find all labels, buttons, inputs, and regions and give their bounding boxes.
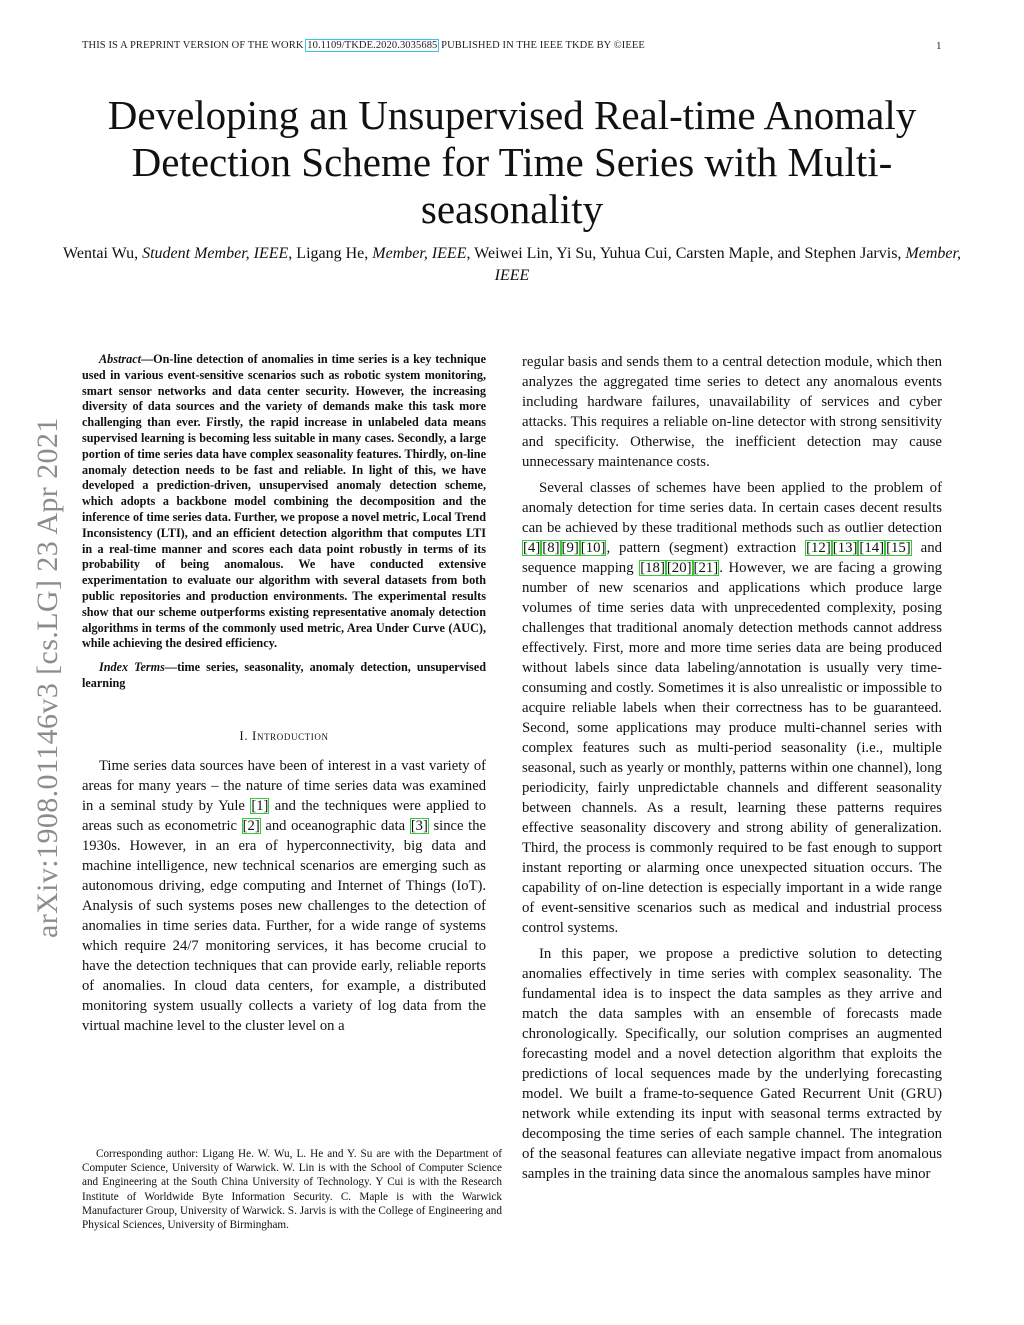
- intro-text-8: . However, we are facing a growing number of new scenarios and applications which produce large volumes of time series data with unprecedented complexity, posing challenges that traditional anomaly detection methods cannot address effectively. First, more and more time series data are being produced without labels since data labeling/annotation is usually very time-consuming and costly. Sometimes it is also unrealistic or impossible to acquire reliable labels when their correctness has to be guaranteed. Second, some applications may produce multi-channel series with complex features such as multi-period seasonality (i.e., multiple seasonal, such as yearly or monthly, patterns within one channel), long periodicity, fairly unpredictable channels and different seasonality between channels. As a result, learning these patterns requires effective seasonality discovery and strong ability of generalization. Third, the process is commonly required to be fast enough to support instant reporting or alarming once unexpected situation occurs. The capability of on-line detection is especially important in a wide range of event-sensitive scenarios such as medical and industrial process control systems.: [522, 560, 943, 936]
- citation-12[interactable]: [12]: [806, 540, 831, 556]
- intro-paragraph-1: [82, 756, 486, 1036]
- section-title: Introduction: [252, 727, 329, 743]
- intro-text-1: Time series data sources have been of interest in a vast variety of areas for many years – the nature of time series data was examined in a seminal study by Yule: [82, 757, 486, 814]
- citation-21[interactable]: [21]: [693, 560, 719, 576]
- left-column: [82, 352, 486, 1036]
- index-terms: [82, 660, 486, 692]
- author-role-1: Student Member, IEEE: [142, 245, 289, 262]
- citation-8[interactable]: [8]: [542, 540, 560, 556]
- section-number: I.: [239, 727, 249, 743]
- abstract-lead: Abstract: [99, 352, 141, 366]
- right-column: [522, 352, 942, 1184]
- intro-paragraph-3: In this paper, we propose a predictive solution to detecting anomalies effectively in time series with complex seasonality. The fundamental idea is to inspect the data samples as they arrive and match the data samples with an ensemble of forecasts made chronologically. Specifically, our solution comprises an augmented forecasting model and a novel detection algorithm that exploits the predictions of local sequences made by the underlying forecasting model. We built a frame-to-sequence Gated Recurrent Unit (GRU) network while extending its input with seasonal terms extracted by decomposing the time series of each sample channel. The integration of the seasonal features can alleviate negative impact from anomalous samples in the training data since the anomalous samples have minor: [522, 946, 942, 1182]
- author-role-3: Member, IEEE: [494, 245, 961, 284]
- citation-14[interactable]: [14]: [859, 540, 885, 556]
- intro-text-4: since the 1930s. However, in an era of hyperconnectivity, big data and machine intelligence, new technical scenarios are emerging such as autonomous driving, edge computing and Internet of Things (IoT). Analysis of such systems poses new challenges to the detection of anomalies in time series data. Further, for a wide range of systems which require 24/7 monitoring services, it has become crucial to have the detection techniques that can provide early, reliable reports of anomalies. In cloud data centers, for example, a distributed monitoring system usually collects a variety of log data from the virtual machine level to the cluster level on a: [82, 817, 486, 1034]
- citation-10[interactable]: [10]: [580, 540, 606, 556]
- author-names-2: , Ligang He,: [288, 245, 369, 262]
- author-list: [60, 243, 964, 287]
- index-terms-text: —time series, seasonality, anomaly detection, unsupervised learning: [82, 660, 486, 690]
- intro-paragraph-1-cont: regular basis and sends them to a central detection module, which then analyzes the aggregated time series to detect any anomalous events including hardware failures, unavailability of services and cyber attacks. This requires a reliable on-line detector with strong sensitivity and specificity. Otherwise, the inefficient detection may cause unnecessary maintenance costs.: [522, 354, 942, 470]
- header-suffix: PUBLISHED IN THE IEEE TKDE BY ©IEEE: [441, 40, 645, 51]
- intro-text-6: , pattern (segment) extraction: [606, 540, 806, 556]
- citation-3[interactable]: [3]: [410, 817, 428, 834]
- author-role-2: Member, IEEE: [372, 245, 467, 262]
- author-names-3: , Weiwei Lin, Yi Su, Yuhua Cui, Carsten Maple, and Stephen Jarvis,: [466, 245, 902, 262]
- citation-1[interactable]: [1]: [251, 797, 269, 814]
- citation-15[interactable]: [15]: [886, 540, 911, 556]
- citation-2[interactable]: [2]: [242, 817, 260, 834]
- section-heading-introduction: [82, 726, 486, 746]
- author-names-1: Wentai Wu,: [63, 245, 139, 262]
- footnote: Corresponding author: Ligang He. W. Wu, L. He and Y. Su are with the Department of Computer Science, University of Warwick. W. Lin is with the School of Computer Science and Engineering at the South China University of Technology. Y Cui is with the Research Institute of Worldwide Byte Information Security. C. Maple is with the Warwick Manufacturer Group, University of Warwick. S. Jarvis is with the College of Engineering and Physical Sciences, University of Birmingham.: [82, 1148, 502, 1232]
- index-terms-lead: Index Terms: [99, 660, 165, 675]
- citation-4[interactable]: [4]: [523, 540, 541, 556]
- paper-title: Developing an Unsupervised Real-time Anomaly Detection Scheme for Time Series with Multi-seasonality: [107, 92, 917, 232]
- citation-9[interactable]: [9]: [561, 540, 579, 556]
- intro-text-5: Several classes of schemes have been applied to the problem of anomaly detection for time series data. In certain cases decent results can be achieved by these traditional methods such as outlier detection: [522, 480, 942, 536]
- intro-paragraph-2: [522, 478, 942, 938]
- running-header: [82, 40, 962, 51]
- citation-18[interactable]: [18]: [640, 560, 665, 576]
- abstract: [82, 352, 486, 652]
- intro-text-3: and oceanographic data: [260, 817, 410, 834]
- doi-link[interactable]: 10.1109/TKDE.2020.3035685: [307, 40, 438, 51]
- citation-13[interactable]: [13]: [832, 540, 858, 556]
- page-number: 1: [936, 40, 942, 52]
- citation-20[interactable]: [20]: [666, 560, 692, 576]
- intro-text-7: and sequence mapping: [522, 540, 942, 576]
- arxiv-stamp: arXiv:1908.01146v3 [cs.LG] 23 Apr 2021: [31, 417, 64, 938]
- intro-text-2: and the techniques were applied to areas such as econometric: [82, 797, 486, 834]
- header-prefix: THIS IS A PREPRINT VERSION OF THE WORK: [82, 40, 304, 51]
- abstract-text: —On-line detection of anomalies in time series is a key technique used in various event-sensitive scenarios such as robotic system monitoring, smart sensor networks and data center security. However, the increasing diversity of data sources and the variety of demands make this task more challenging than ever. Firstly, the rapid increase in unlabeled data means supervised learning is becoming less suitable in many cases. Secondly, a large portion of time series data have complex seasonality features. Thirdly, on-line anomaly detection needs to be fast and reliable. In light of this, we have developed a prediction-driven, unsupervised anomaly detection scheme, which adopts a backbone model combining the decomposition and the inference of time series data. Further, we propose a novel metric, Local Trend Inconsistency (LTI), and an efficient detection algorithm that computes LTI in a real-time manner and scores each data point robustly in terms of its probability of being anomalous. We have conducted extensive experimentation to evaluate our algorithm with several datasets from both public repositories and production environments. The experimental results show that our scheme outperforms existing representative anomaly detection algorithms in terms of the commonly used metric, Area Under Curve (AUC), while achieving the desired efficiency.: [82, 352, 486, 651]
